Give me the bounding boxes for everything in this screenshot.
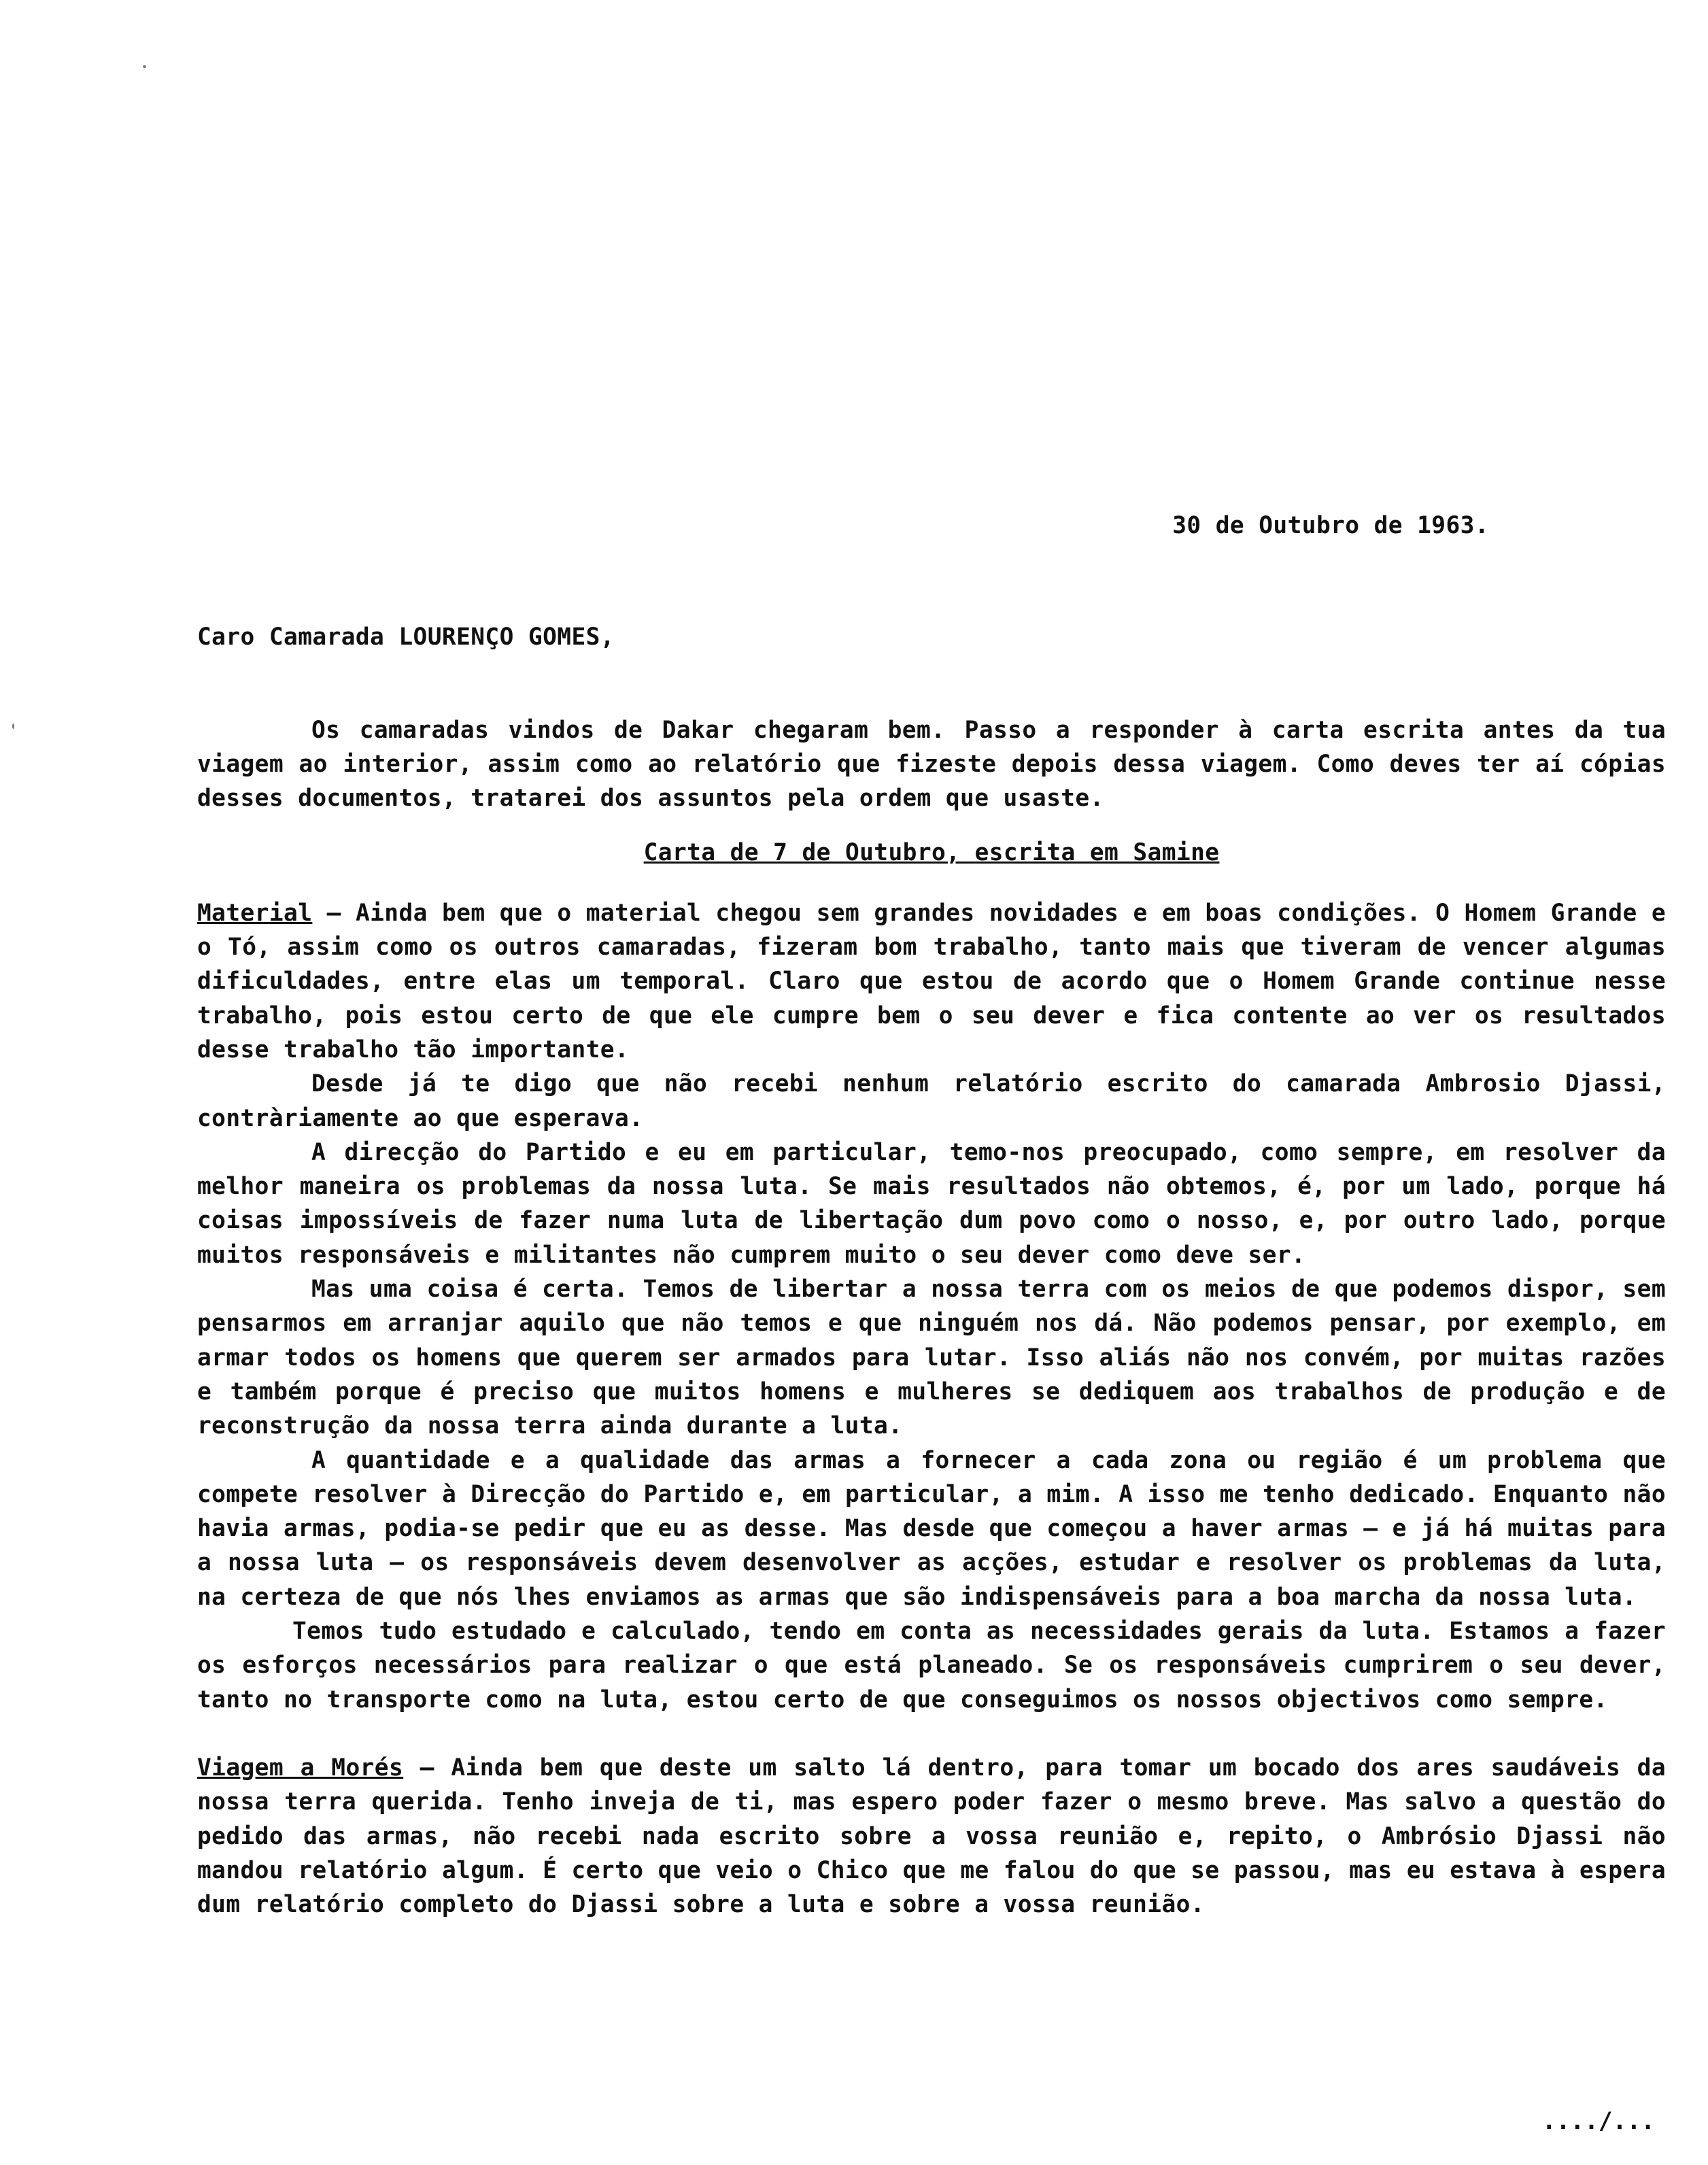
letter-date: 30 de Outubro de 1963. bbox=[1172, 512, 1489, 539]
material-paragraph-1 bbox=[197, 896, 1666, 1067]
viagem-heading: Viagem a Morés bbox=[197, 1754, 404, 1782]
salutation: Caro Camarada LOURENÇO GOMES, bbox=[197, 624, 615, 651]
viagem-text: – Ainda bem que deste um salto lá dentro, para tomar um bocado dos ares saudáveis da nossa terra querida. Tenho inveja de ti, mas espero poder fazer o mesmo breve. Mas salvo a questão do pedido das armas, não recebi nada escrito sobre a vossa reunião e, repito, o Ambrósio Djassi não mandou relatório algum. É certo que veio o Chico que me falou do que se passou, mas eu estava à espera dum relatório completo do Djassi sobre a luta e sobre a vossa reunião. bbox=[197, 1754, 1667, 1919]
letter-body bbox=[197, 509, 1666, 1922]
material-paragraph-5: A quantidade e a qualidade das armas a fornecer a cada zona ou região é um problema que compete resolver à Direcção do Partido e, em particular, a mim. A isso me tenho dedicado. Enquanto não havia armas, podia-se pedir que eu as desse. Mas desde que começou a haver armas – e já há muitas para a nossa luta – os responsáveis devem desenvolver as acções, estudar e resolver os problemas da luta, na certeza de que nós lhes enviamos as armas que são indispensáveis para a boa marcha da nossa luta. bbox=[197, 1446, 1666, 1611]
material-paragraph-6: Temos tudo estudado e calculado, tendo em conta as necessidades gerais da luta. Estamos a fazer os esforços necessários para realizar o que está planeado. Se os responsáveis cumprirem o seu dever, tanto no transporte como na luta, estou certo de que conseguimos os nossos objectivos como sempre. bbox=[197, 1618, 1666, 1714]
scan-speck bbox=[143, 65, 146, 68]
viagem-paragraph bbox=[197, 1751, 1666, 1922]
section-title: Carta de 7 de Outubro, escrita em Samine bbox=[643, 839, 1220, 867]
paragraph-gap bbox=[197, 1717, 1666, 1751]
intro-paragraph: Os camaradas vindos de Dakar chegaram bem. Passo a responder à carta escrita antes da tua viagem ao interior, assim como ao relatório que fizeste depois dessa viagem. Como deves ter aí cópias desses documentos, tratarei dos assuntos pela ordem que usaste. bbox=[197, 716, 1666, 813]
material-heading: Material bbox=[197, 899, 313, 927]
material-paragraph-2: Desde já te digo que não recebi nenhum relatório escrito do camarada Ambrosio Djassi, contràriamente ao que esperava. bbox=[197, 1070, 1666, 1132]
material-text: – Ainda bem que o material chegou sem grandes novidades e em boas condições. O Homem Grande e o Tó, assim como os outros camaradas, fizeram bom trabalho, tanto mais que tiveram de vencer algumas dificuldades, entre elas um temporal. Claro que estou de acordo que o Homem Grande continue nesse trabalho, pois estou certo de que ele cumpre bem o seu dever e fica contente ao ver os resultados desse trabalho tão importante. bbox=[197, 899, 1666, 1063]
continuation-mark: ..../... bbox=[1541, 2108, 1655, 2135]
material-paragraph-3: A direcção do Partido e eu em particular, temo-nos preocupado, como sempre, em resolver da melhor maneira os problemas da nossa luta. Se mais resultados não obtemos, é, por um lado, porque há coisas impossíveis de fazer numa luta de libertação dum povo como o nosso, e, por outro lado, porque muitos responsáveis e militantes não cumprem muito o seu dever como deve ser. bbox=[197, 1138, 1666, 1269]
scan-speck bbox=[12, 723, 14, 729]
material-paragraph-4: Mas uma coisa é certa. Temos de libertar a nossa terra com os meios de que podemos dispor, sem pensarmos em arranjar aquilo que não temos e que ninguém nos dá. Não podemos pensar, por exemplo, em armar todos os homens que querem ser armados para lutar. Isso aliás não nos convém, por muitas razões e também porque é preciso que muitos homens e mulheres se dediquem aos trabalhos de produção e de reconstrução da nossa terra ainda durante a luta. bbox=[197, 1276, 1666, 1440]
